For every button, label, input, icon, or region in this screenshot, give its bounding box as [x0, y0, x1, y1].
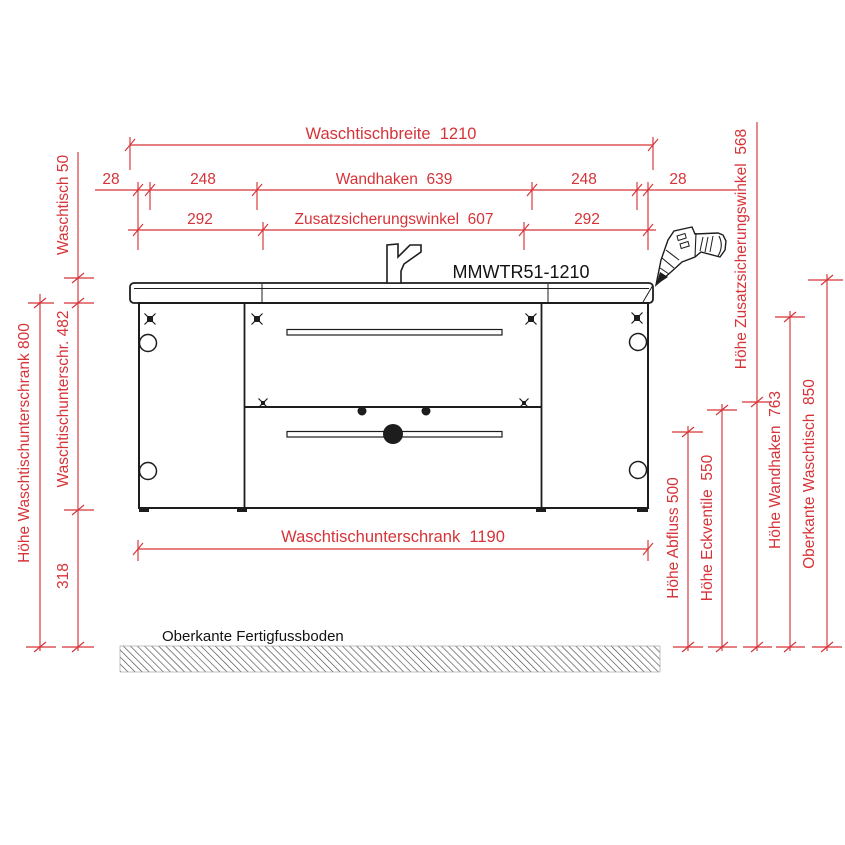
dim-edge-left: 28	[102, 171, 120, 188]
drill-icon	[656, 227, 726, 285]
dimension-lines	[26, 122, 843, 651]
dimension-labels	[16, 125, 818, 601]
floor-label: Oberkante Fertigfussboden	[162, 628, 344, 645]
wall-hook-marks	[145, 313, 643, 325]
dim-safety-bracket: Zusatzsicherungswinkel 607	[294, 211, 494, 228]
floor-hatch	[120, 646, 660, 672]
drain-dot	[383, 424, 403, 444]
corner-valve-dot-right	[422, 407, 431, 416]
dim-edge-right: 28	[669, 171, 687, 188]
cabinet-body	[139, 303, 648, 512]
cabinet-drawing	[120, 227, 726, 672]
faucet-icon	[387, 244, 421, 283]
dim-cabinet-height: Waschtischunterschr. 482	[55, 310, 72, 488]
dim-basin-top-height: Oberkante Waschtisch 850	[801, 379, 818, 569]
dim-valve-height: Höhe Eckventile 550	[699, 454, 716, 602]
dim-drain-height: Höhe Abfluss 500	[665, 477, 682, 599]
dim-bottom-clearance: 318	[55, 563, 72, 589]
dim-bracket-height: Höhe Zusatzsicherungswinkel 568	[733, 128, 750, 370]
dim-hook-inset-right: 248	[571, 171, 597, 188]
dim-hook-height: Höhe Wandhaken 763	[767, 391, 784, 549]
dim-basin-thickness: Waschtisch 50	[55, 154, 72, 256]
model-label: MMWTR51-1210	[452, 262, 590, 282]
dim-hook-inset-left: 248	[190, 171, 216, 188]
dim-bracket-inset-left: 292	[187, 211, 213, 228]
dim-basin-width: Waschtischbreite 1210	[305, 125, 477, 143]
floor	[120, 628, 660, 672]
drawer-handle-top	[287, 330, 502, 336]
corner-valve-dot-left	[358, 407, 367, 416]
washbasin-top	[130, 283, 653, 303]
dim-wall-hooks: Wandhaken 639	[335, 171, 453, 188]
dim-bracket-inset-right: 292	[574, 211, 600, 228]
dim-cabinet-total-height: Höhe Waschtischunterschrank 800	[16, 323, 33, 563]
dim-cabinet-width: Waschtischunterschrank 1190	[281, 528, 505, 546]
